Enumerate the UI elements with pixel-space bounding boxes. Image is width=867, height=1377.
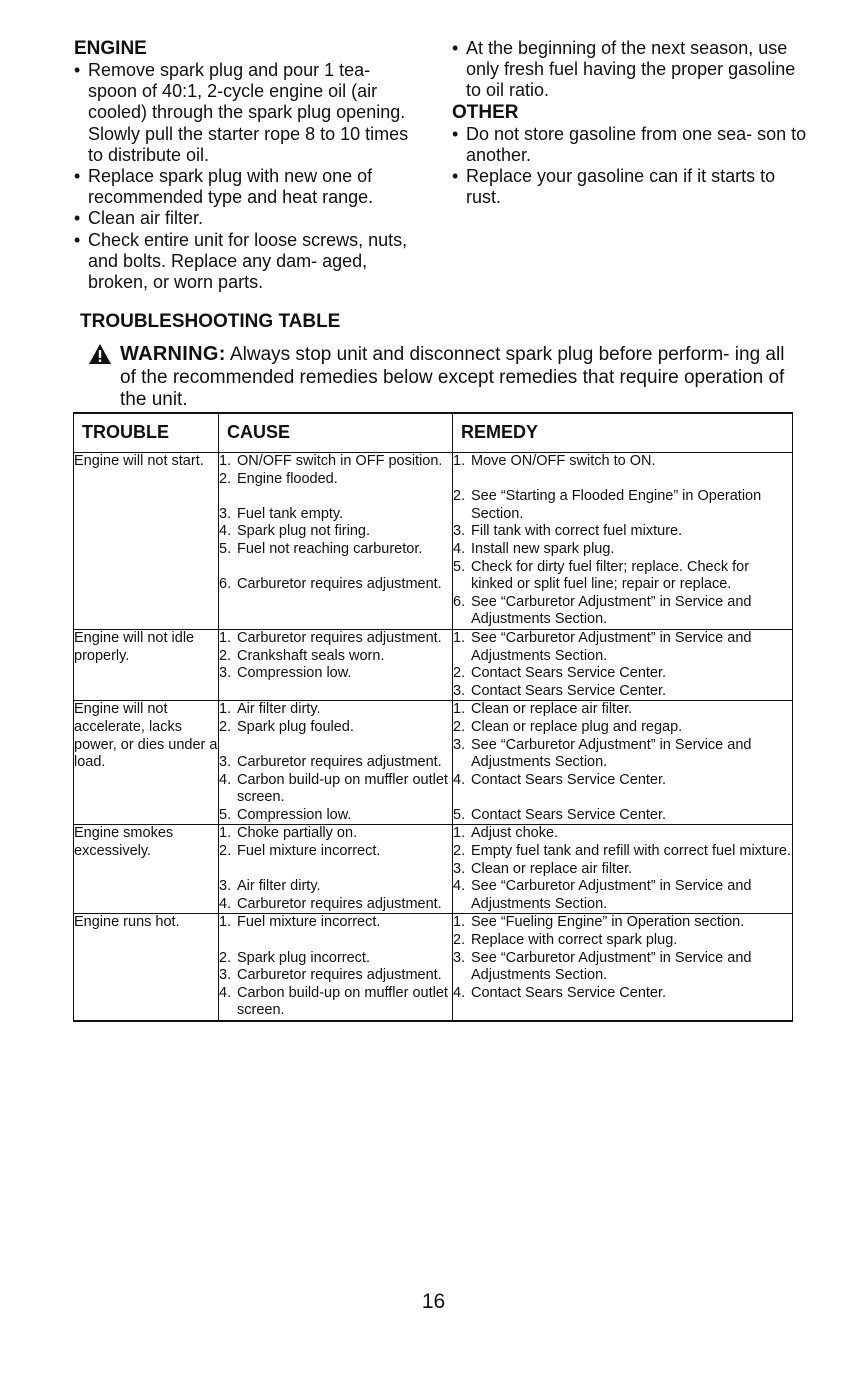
item-text: Crankshaft seals worn. xyxy=(237,647,385,664)
item-text: Air filter dirty. xyxy=(237,878,321,895)
warning-triangle-icon xyxy=(88,343,112,365)
item-number: 2. xyxy=(453,718,466,735)
engine-bullet: • Replace spark plug with new one of recommended type and heat range. xyxy=(74,166,424,208)
item-number: 1. xyxy=(219,629,232,646)
item-text: Fuel mixture incorrect. xyxy=(237,914,381,931)
trouble-cell: Engine will not idle properly. xyxy=(74,629,219,700)
cause-item xyxy=(219,630,452,648)
item-number: 5. xyxy=(219,806,232,823)
item-number: 4. xyxy=(453,984,466,1001)
item-number: 2. xyxy=(219,843,232,860)
item-number: 1. xyxy=(453,914,466,931)
remedy-cell xyxy=(453,825,793,914)
cause-item xyxy=(219,985,452,1020)
warning-text-block xyxy=(88,343,798,412)
item-number: 3. xyxy=(219,967,232,984)
trouble-cell: Engine will not accelerate, lacks power, or dies under a load. xyxy=(74,701,219,825)
cause-item xyxy=(219,825,452,843)
engine-section xyxy=(74,38,424,293)
season-bullet: • At the beginning of the next season, use only fresh fuel having the proper gasoline to oil ratio. xyxy=(452,38,812,102)
item-text: Fuel mixture incorrect. xyxy=(237,843,381,860)
cause-item xyxy=(219,471,452,489)
remedy-item xyxy=(453,878,792,913)
item-text: Air filter dirty. xyxy=(237,701,321,718)
engine-heading: ENGINE xyxy=(74,38,147,59)
remedy-item xyxy=(453,683,792,701)
item-number: 3. xyxy=(453,949,466,966)
item-number: 3. xyxy=(219,878,232,895)
remedy-item xyxy=(453,985,792,1003)
cause-item xyxy=(219,719,452,737)
table-header-row xyxy=(74,413,793,453)
item-number: 1. xyxy=(219,701,232,718)
item-number: 1. xyxy=(219,825,232,842)
item-text: Carbon build-up on muffler outlet screen. xyxy=(237,984,448,1019)
remedy-item xyxy=(453,843,792,861)
item-number: 4. xyxy=(219,771,232,788)
remedy-cell xyxy=(453,629,793,700)
engine-bullet-list xyxy=(74,60,424,293)
item-text: Fuel tank empty. xyxy=(237,505,344,522)
item-text: Fuel not reaching carburetor. xyxy=(237,540,423,557)
item-text: Install new spark plug. xyxy=(471,540,615,557)
item-number: 4. xyxy=(453,540,466,557)
item-number: 4. xyxy=(219,984,232,1001)
cause-cell xyxy=(219,914,453,1021)
item-number: 3. xyxy=(453,523,466,540)
engine-bullet: • Check entire unit for loose screws, nuts, and bolts. Replace any dam- aged, broken, or worn parts. xyxy=(74,230,424,294)
warning-text: Always stop unit and disconnect spark plug before perform- ing all of the recommended remedies below except remedies that require operation of the unit. xyxy=(120,344,785,410)
item-text: Check for dirty fuel filter; replace. Check for kinked or split fuel line; repair or replace. xyxy=(471,558,750,593)
storage-section xyxy=(452,38,812,208)
page-number: 16 xyxy=(421,1290,446,1313)
remedy-item xyxy=(453,541,792,559)
item-text: Clean or replace air filter. xyxy=(471,860,633,877)
cause-item xyxy=(219,576,452,594)
remedy-cell xyxy=(453,701,793,825)
warning-label: WARNING: xyxy=(120,343,226,365)
engine-bullet: • Clean air filter. xyxy=(74,208,424,229)
remedy-item xyxy=(453,630,792,665)
item-text: See “Carburetor Adjustment” in Service and Adjustments Section. xyxy=(471,593,752,628)
other-bullet: • Replace your gasoline can if it starts to rust. xyxy=(452,166,812,208)
item-text: Carbon build-up on muffler outlet screen. xyxy=(237,771,448,806)
item-text: Choke partially on. xyxy=(237,825,358,842)
cause-item xyxy=(219,506,452,524)
cause-item xyxy=(219,914,452,932)
cause-item xyxy=(219,648,452,666)
cause-item xyxy=(219,878,452,896)
item-number: 5. xyxy=(453,806,466,823)
item-text: Fill tank with correct fuel mixture. xyxy=(471,523,683,540)
remedy-item xyxy=(453,665,792,683)
remedy-item xyxy=(453,737,792,772)
remedy-item xyxy=(453,950,792,985)
remedy-item xyxy=(453,914,792,932)
remedy-item xyxy=(453,701,792,719)
remedy-item xyxy=(453,719,792,737)
cause-item xyxy=(219,665,452,683)
table-row xyxy=(74,453,793,630)
cause-cell xyxy=(219,453,453,630)
remedy-item xyxy=(453,825,792,843)
remedy-cell xyxy=(453,453,793,630)
item-text: Carburetor requires adjustment. xyxy=(237,895,442,912)
item-text: Replace with correct spark plug. xyxy=(471,932,678,949)
item-number: 6. xyxy=(453,593,466,610)
item-number: 6. xyxy=(219,576,232,593)
other-bullet: • Do not store gasoline from one sea- son to another. xyxy=(452,124,812,166)
item-text: Carburetor requires adjustment. xyxy=(237,576,442,593)
item-number: 2. xyxy=(219,647,232,664)
item-number: 1. xyxy=(453,453,466,469)
item-number: 2. xyxy=(453,488,466,505)
item-text: Empty fuel tank and refill with correct fuel mixture. xyxy=(471,843,791,860)
cause-item xyxy=(219,754,452,772)
item-text: Contact Sears Service Center. xyxy=(471,806,667,823)
item-number: 2. xyxy=(453,932,466,949)
table-row xyxy=(74,701,793,825)
item-number: 3. xyxy=(219,665,232,682)
item-number: 3. xyxy=(453,682,466,699)
item-text: Carburetor requires adjustment. xyxy=(237,967,442,984)
item-text: See “Starting a Flooded Engine” in Operation Section. xyxy=(471,488,762,522)
item-number: 2. xyxy=(453,843,466,860)
cause-item xyxy=(219,523,452,541)
cause-item xyxy=(219,843,452,861)
remedy-item xyxy=(453,488,792,523)
item-text: Spark plug not firing. xyxy=(237,523,370,540)
item-text: Move ON/OFF switch to ON. xyxy=(471,453,656,469)
engine-bullet: • Remove spark plug and pour 1 tea- spoon of 40:1, 2-cycle engine oil (air cooled) through the spark plug opening. Slowly pull the starter rope 8 to 10 times to distribute oil. xyxy=(74,60,424,166)
item-number: 4. xyxy=(453,878,466,895)
item-text: Carburetor requires adjustment. xyxy=(237,754,442,771)
remedy-item xyxy=(453,594,792,629)
item-text: See “Carburetor Adjustment” in Service and Adjustments Section. xyxy=(471,949,752,984)
item-number: 1. xyxy=(219,453,232,469)
cause-item xyxy=(219,950,452,968)
remedy-item xyxy=(453,807,792,825)
remedy-item xyxy=(453,523,792,541)
remedy-item xyxy=(453,932,792,950)
item-text: Contact Sears Service Center. xyxy=(471,771,667,788)
item-number: 2. xyxy=(219,718,232,735)
item-number: 1. xyxy=(219,914,232,931)
cause-cell xyxy=(219,629,453,700)
item-text: Adjust choke. xyxy=(471,825,559,842)
item-text: Compression low. xyxy=(237,806,352,823)
item-text: ON/OFF switch in OFF position. xyxy=(237,453,443,469)
cause-item xyxy=(219,807,452,825)
table-body xyxy=(74,453,793,1022)
troubleshooting-title: TROUBLESHOOTING TABLE xyxy=(80,311,341,332)
item-number: 1. xyxy=(453,629,466,646)
item-number: 3. xyxy=(219,754,232,771)
season-bullet-list xyxy=(452,38,812,102)
troubleshooting-table xyxy=(73,412,793,1022)
other-bullet-list xyxy=(452,124,812,209)
remedy-item xyxy=(453,559,792,594)
item-number: 2. xyxy=(219,470,232,487)
cause-item xyxy=(219,772,452,807)
item-text: Contact Sears Service Center. xyxy=(471,984,667,1001)
warning-block xyxy=(88,343,798,412)
item-text: See “Carburetor Adjustment” in Service and Adjustments Section. xyxy=(471,629,752,664)
header-cause: CAUSE xyxy=(219,413,453,453)
item-text: See “Fueling Engine” in Operation section. xyxy=(471,914,745,931)
item-text: Spark plug incorrect. xyxy=(237,949,370,966)
cause-cell xyxy=(219,701,453,825)
table-row xyxy=(74,914,793,1021)
item-number: 4. xyxy=(219,895,232,912)
item-text: See “Carburetor Adjustment” in Service and Adjustments Section. xyxy=(471,878,752,912)
item-text: Contact Sears Service Center. xyxy=(471,665,667,682)
cause-item xyxy=(219,701,452,719)
item-number: 5. xyxy=(219,540,232,557)
item-number: 3. xyxy=(453,860,466,877)
other-heading: OTHER xyxy=(452,101,519,123)
item-text: Contact Sears Service Center. xyxy=(471,682,667,699)
item-number: 4. xyxy=(453,771,466,788)
item-text: See “Carburetor Adjustment” in Service and Adjustments Section. xyxy=(471,736,752,771)
item-number: 3. xyxy=(453,736,466,753)
cause-cell xyxy=(219,825,453,914)
cause-item xyxy=(219,541,452,559)
table-row xyxy=(74,825,793,914)
item-number: 1. xyxy=(453,701,466,718)
item-text: Clean or replace plug and regap. xyxy=(471,718,683,735)
trouble-cell: Engine runs hot. xyxy=(74,914,219,1021)
item-text: Compression low. xyxy=(237,665,352,682)
remedy-item xyxy=(453,861,792,879)
remedy-cell xyxy=(453,914,793,1021)
cause-item xyxy=(219,896,452,914)
cause-item xyxy=(219,967,452,985)
header-trouble: TROUBLE xyxy=(74,413,219,453)
cause-item xyxy=(219,453,452,471)
item-number: 2. xyxy=(453,665,466,682)
item-number: 3. xyxy=(219,505,232,522)
item-text: Carburetor requires adjustment. xyxy=(237,629,442,646)
remedy-item xyxy=(453,772,792,790)
trouble-cell: Engine smokes excessively. xyxy=(74,825,219,914)
item-number: 4. xyxy=(219,523,232,540)
trouble-cell: Engine will not start. xyxy=(74,453,219,630)
item-number: 5. xyxy=(453,558,466,575)
item-text: Spark plug fouled. xyxy=(237,718,354,735)
remedy-item xyxy=(453,453,792,471)
table-row xyxy=(74,629,793,700)
item-text: Clean or replace air filter. xyxy=(471,701,633,718)
item-number: 2. xyxy=(219,949,232,966)
header-remedy: REMEDY xyxy=(453,413,793,453)
item-number: 1. xyxy=(453,825,466,842)
item-text: Engine flooded. xyxy=(237,470,338,487)
